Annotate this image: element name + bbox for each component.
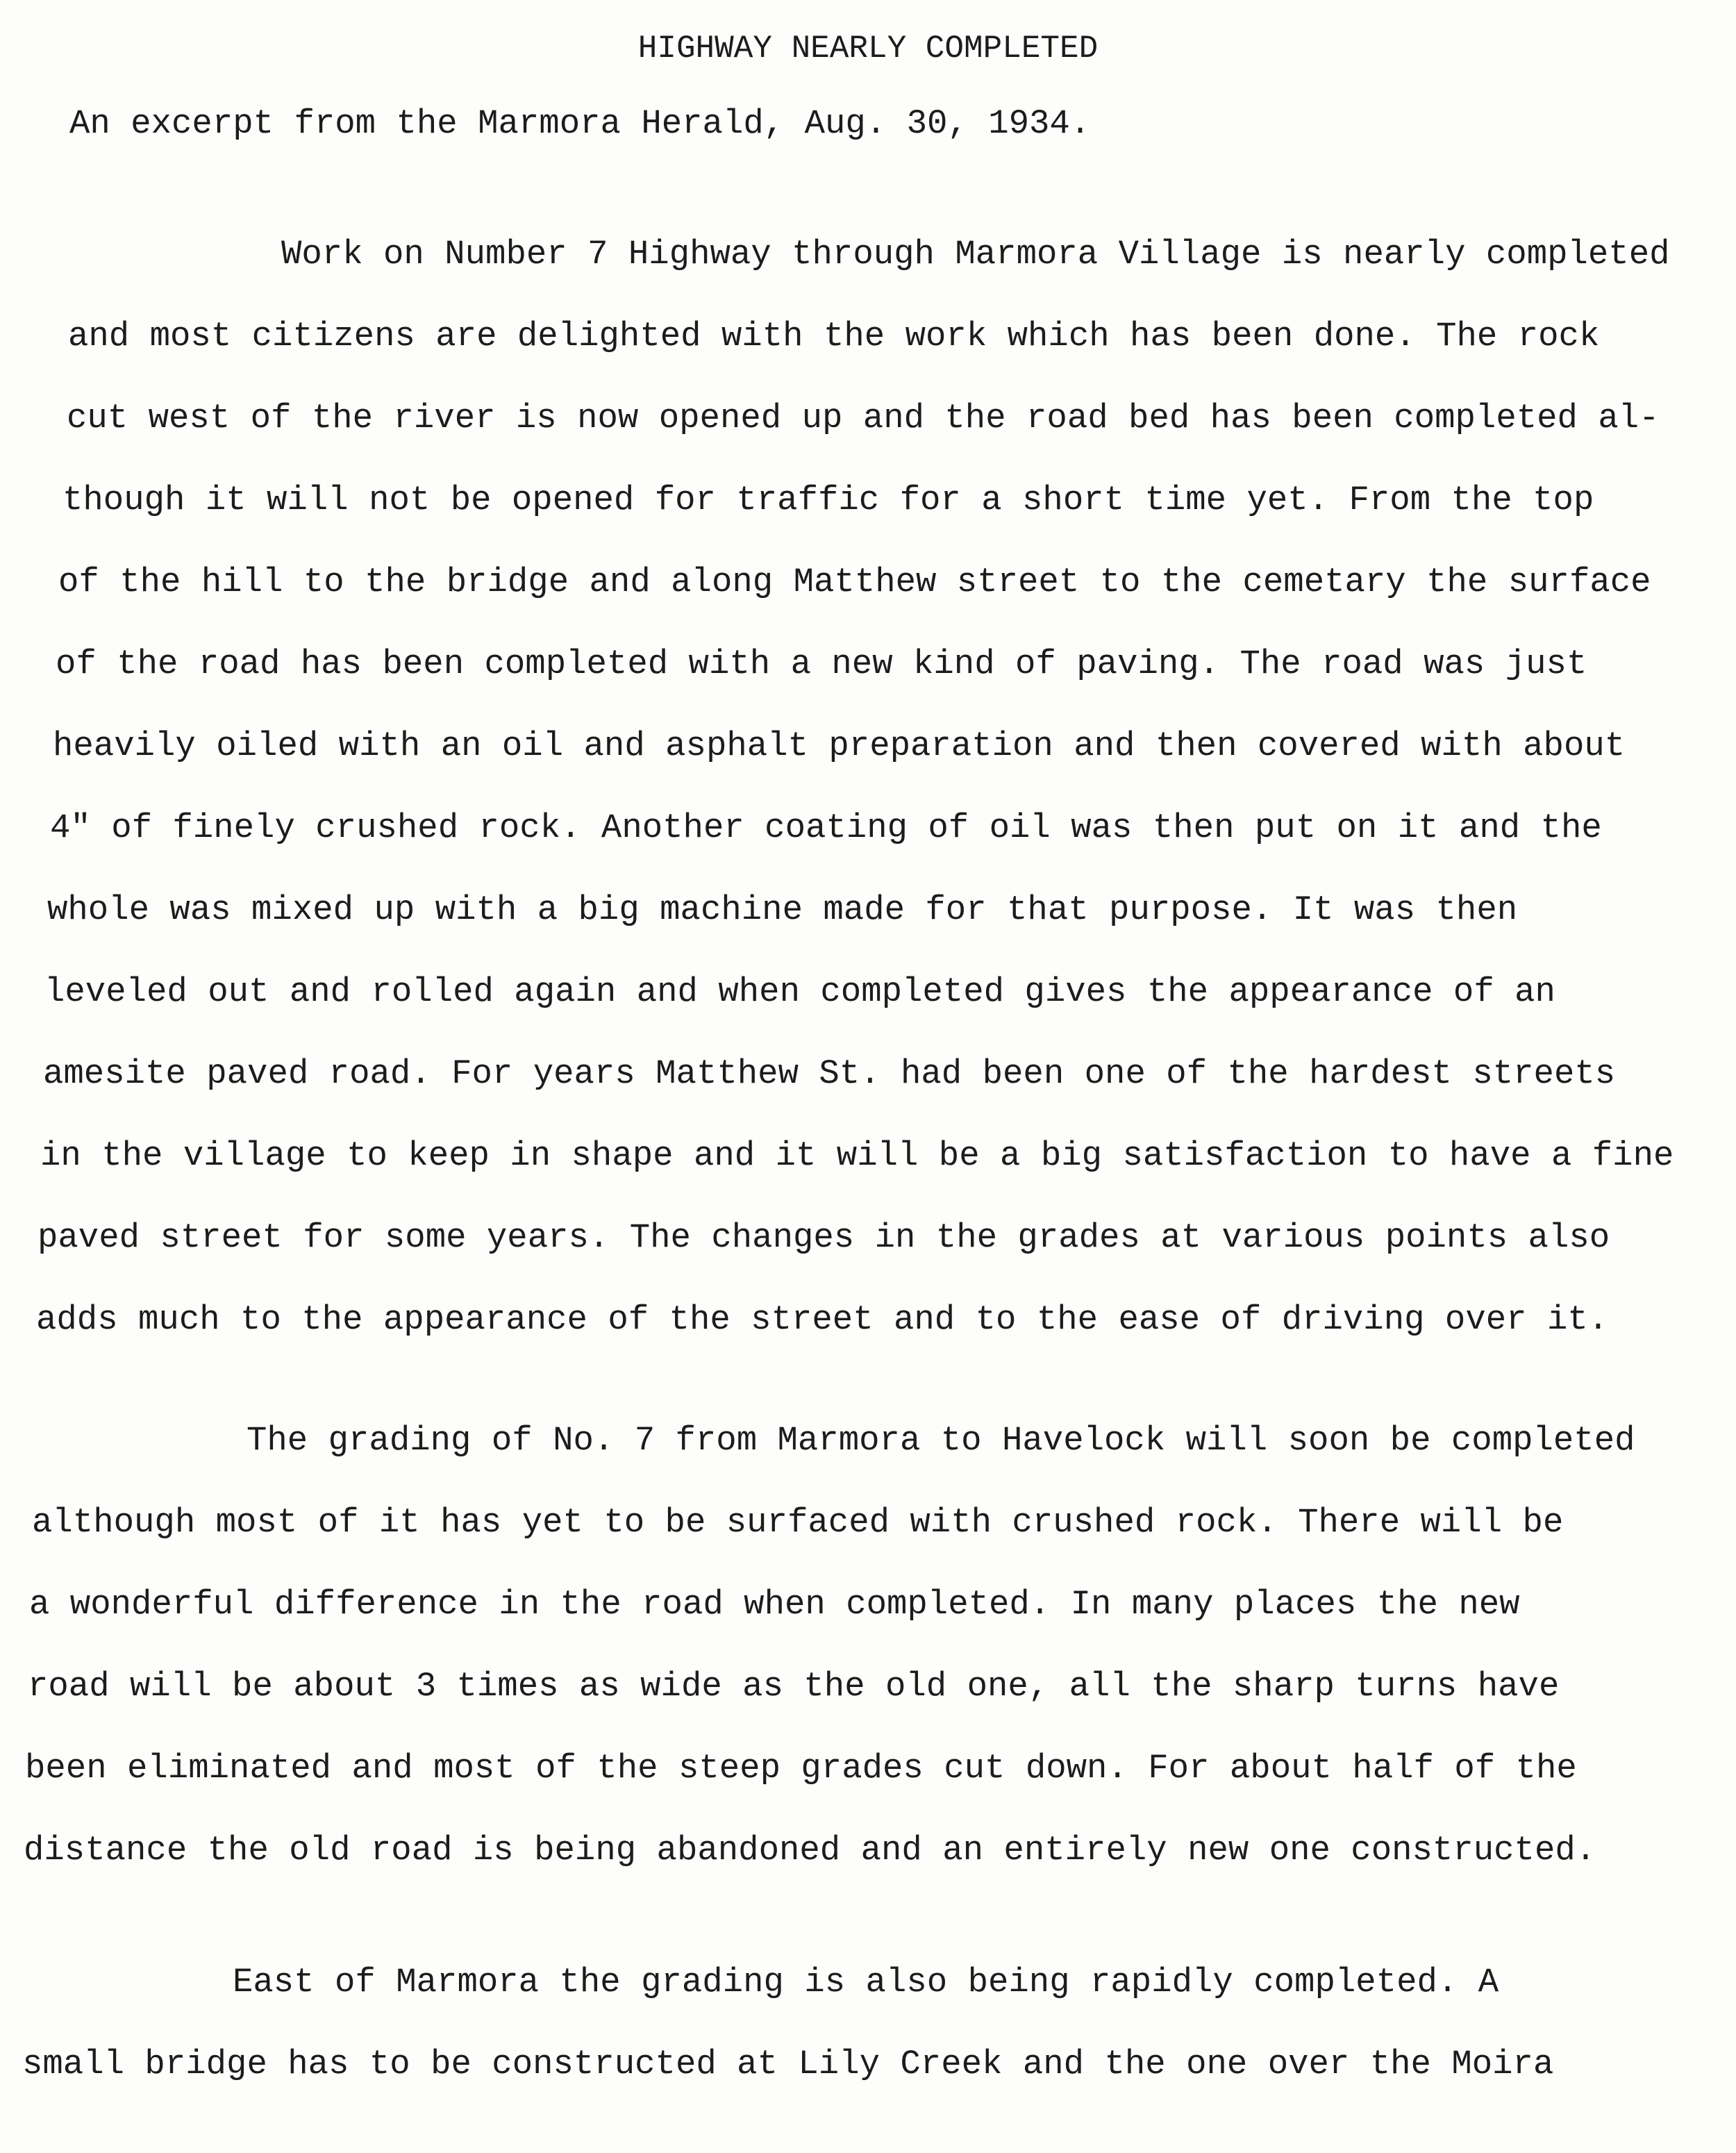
- paragraph-line: of the road has been completed with a new kind of paving. The road was just: [56, 645, 1587, 683]
- paragraph-line: whole was mixed up with a big machine made for that purpose. It was then: [47, 890, 1518, 929]
- paragraph-line: small bridge has to be constructed at Lily Creek and the one over the Moira: [22, 2045, 1554, 2084]
- document-title: HIGHWAY NEARLY COMPLETED: [637, 31, 1099, 67]
- paragraph-line: distance the old road is being abandoned and an entirely new one constructed.: [24, 1831, 1596, 1870]
- paragraph-line: East of Marmora the grading is also being rapidly completed. A: [233, 1963, 1499, 2002]
- paragraph-line: paved street for some years. The changes in the grades at various points also: [37, 1218, 1610, 1257]
- paragraph-line: of the hill to the bridge and along Matthew street to the cemetary the surface: [58, 563, 1651, 601]
- paragraph-line: though it will not be opened for traffic for a short time yet. From the top: [62, 481, 1594, 519]
- paragraph-line: 4" of finely crushed rock. Another coating of oil was then put on it and the: [50, 808, 1602, 847]
- paragraph-line: cut west of the river is now opened up and the road bed has been completed al-: [67, 399, 1660, 438]
- document-subtitle: An excerpt from the Marmora Herald, Aug. 30, 1934.: [69, 104, 1091, 143]
- paragraph-line: leveled out and rolled again and when completed gives the appearance of an: [44, 972, 1555, 1011]
- paragraph-line: although most of it has yet to be surfaced with crushed rock. There will be: [32, 1503, 1564, 1542]
- paragraph-line: been eliminated and most of the steep grades cut down. For about half of the: [25, 1749, 1577, 1788]
- paragraph-line: The grading of No. 7 from Marmora to Havelock will soon be completed: [247, 1421, 1635, 1460]
- paragraph-line: in the village to keep in shape and it will be a big satisfaction to have a fine: [40, 1136, 1674, 1175]
- paragraph-line: amesite paved road. For years Matthew St. had been one of the hardest streets: [43, 1054, 1616, 1093]
- paragraph-line: road will be about 3 times as wide as the old one, all the sharp turns have: [28, 1667, 1560, 1706]
- paragraph-line: and most citizens are delighted with the work which has been done. The rock: [68, 317, 1600, 356]
- paragraph-line: Work on Number 7 Highway through Marmora Village is nearly completed: [281, 235, 1670, 274]
- paragraph-line: a wonderful difference in the road when completed. In many places the new: [29, 1585, 1520, 1624]
- paragraph-line: adds much to the appearance of the street and to the ease of driving over it.: [36, 1300, 1609, 1339]
- paragraph-line: heavily oiled with an oil and asphalt preparation and then covered with about: [53, 726, 1626, 765]
